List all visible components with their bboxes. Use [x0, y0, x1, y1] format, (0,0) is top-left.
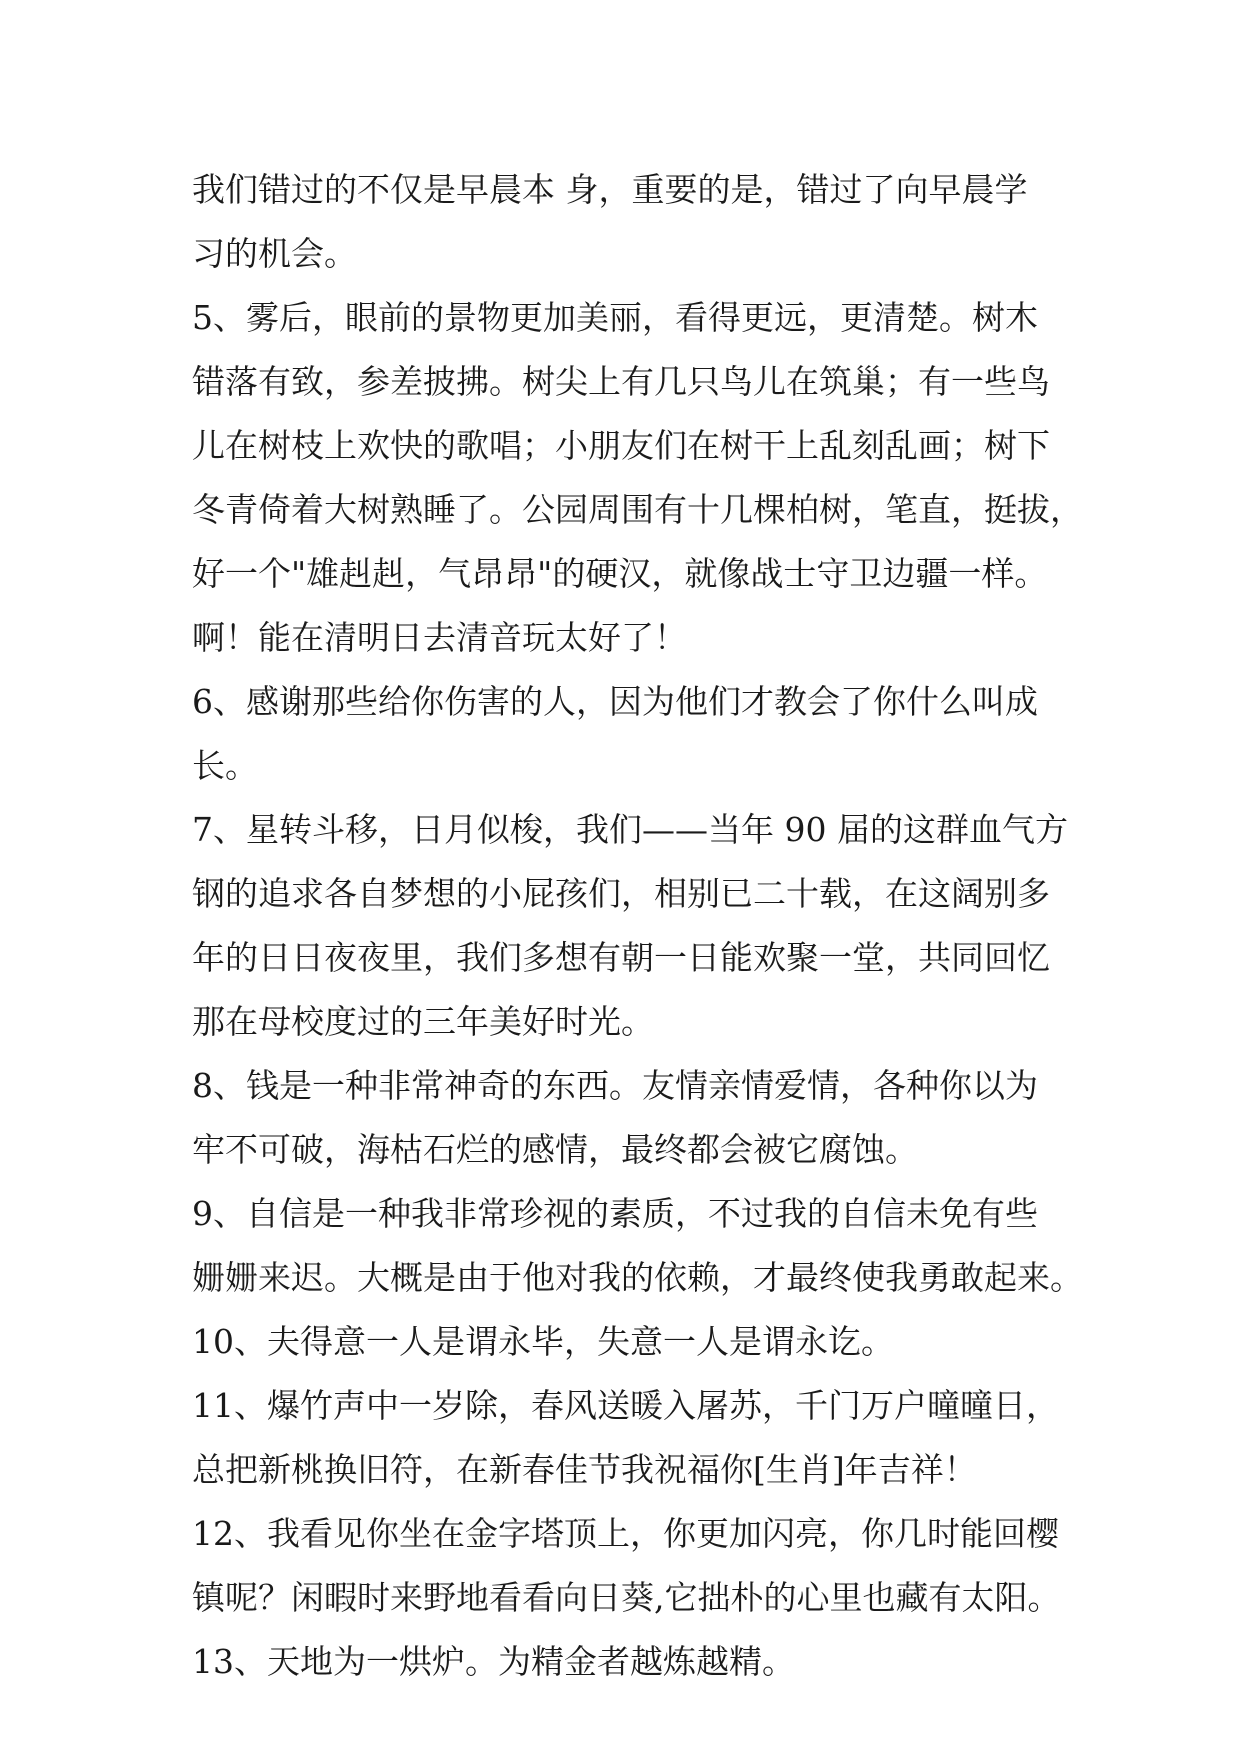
text-line: 好一个"雄赳赳，气昂昂"的硬汉，就像战士守卫边疆一样。: [192, 554, 1048, 593]
text-line: 我们错过的不仅是早晨本 身，重要的是，错过了向早晨学: [192, 170, 1028, 209]
text-line: 11、爆竹声中一岁除，春风送暖入屠苏，千门万户曈曈日，: [192, 1386, 1059, 1425]
text-line: 习的机会。: [192, 234, 357, 273]
text-line: 错落有致，参差披拂。树尖上有几只鸟儿在筑巢；有一些鸟: [192, 362, 1050, 401]
text-line: 9、自信是一种我非常珍视的素质，不过我的自信未免有些: [192, 1194, 1038, 1233]
text-line: 5、雾后，眼前的景物更加美丽，看得更远，更清楚。树木: [192, 298, 1038, 337]
text-line: 年的日日夜夜里，我们多想有朝一日能欢聚一堂，共同回忆: [192, 938, 1050, 977]
text-line: 13、天地为一烘炉。为精金者越炼越精。: [192, 1642, 795, 1681]
text-line: 总把新桃换旧符，在新春佳节我祝福你[生肖]年吉祥！: [192, 1450, 977, 1489]
text-line: 牢不可破，海枯石烂的感情，最终都会被它腐蚀。: [192, 1130, 918, 1169]
text-line: 啊！能在清明日去清音玩太好了！: [192, 618, 687, 657]
text-line: 8、钱是一种非常神奇的东西。友情亲情爱情，各种你以为: [192, 1066, 1038, 1105]
document-body: [192, 158, 1083, 1694]
text-line: 6、感谢那些给你伤害的人，因为他们才教会了你什么叫成: [192, 682, 1038, 721]
text-line: 那在母校度过的三年美好时光。: [192, 1002, 654, 1041]
text-line: 儿在树枝上欢快的歌唱；小朋友们在树干上乱刻乱画；树下: [192, 426, 1050, 465]
text-line: 钢的追求各自梦想的小屁孩们，相别已二十载，在这阔别多: [192, 874, 1050, 913]
text-line: 冬青倚着大树熟睡了。公园周围有十几棵柏树，笔直，挺拔，: [192, 490, 1083, 529]
text-line: 姗姗来迟。大概是由于他对我的依赖，才最终使我勇敢起来。: [192, 1258, 1083, 1297]
text-line: 10、夫得意一人是谓永毕，失意一人是谓永讫。: [192, 1322, 894, 1361]
text-line: 12、我看见你坐在金字塔顶上，你更加闪亮，你几时能回樱: [192, 1514, 1059, 1553]
text-line: 7、星转斗移，日月似梭，我们——当年 90 届的这群血气方: [192, 810, 1068, 849]
text-line: 镇呢？闲暇时来野地看看向日葵,它拙朴的心里也藏有太阳。: [192, 1578, 1061, 1617]
text-line: 长。: [192, 746, 258, 785]
